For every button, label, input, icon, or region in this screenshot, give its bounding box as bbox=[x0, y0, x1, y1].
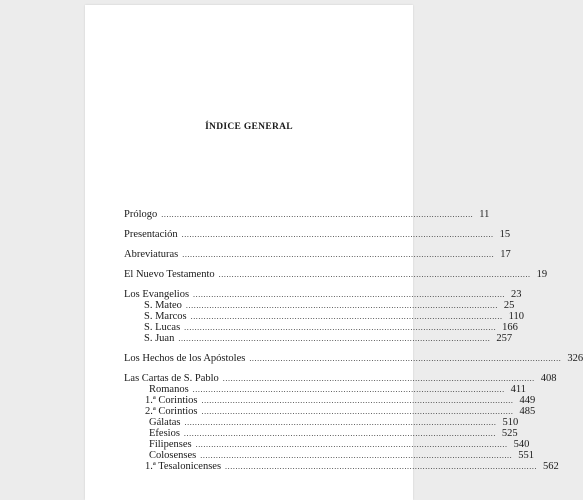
toc-entry-page: 411 bbox=[510, 384, 527, 395]
toc-entry-page: 15 bbox=[499, 229, 511, 240]
leader-dots: ........................................................................................................................ bbox=[249, 354, 562, 363]
toc-entry-label: Filipenses bbox=[149, 439, 192, 450]
leader-dots: ........................................................................................................................ bbox=[178, 334, 491, 343]
toc-entry-page: 25 bbox=[503, 300, 515, 311]
leader-dots: ........................................................................................................................ bbox=[192, 385, 505, 394]
leader-dots: ........................................................................................................................ bbox=[200, 451, 513, 460]
toc-entry-page: 23 bbox=[511, 289, 522, 300]
toc-entry-label: Prólogo bbox=[124, 209, 158, 220]
leader-dots: ........................................................................................................................ bbox=[225, 462, 538, 471]
toc-entry-label: 2.ª Corintios bbox=[145, 406, 198, 417]
toc-entry-evangelios bbox=[124, 289, 522, 300]
toc-entry-label: Abreviaturas bbox=[124, 249, 179, 260]
toc-entry-label: Las Cartas de S. Pablo bbox=[124, 373, 219, 384]
toc-entry-page: 257 bbox=[496, 333, 513, 344]
book-page bbox=[85, 5, 583, 500]
toc-subentry bbox=[124, 311, 524, 322]
toc-entry-label: S. Marcos bbox=[144, 311, 187, 322]
leader-dots: ........................................................................................................................ bbox=[190, 312, 503, 321]
toc-entry-nuevo-testamento bbox=[124, 269, 548, 280]
leader-dots: ........................................................................................................................ bbox=[161, 210, 474, 219]
toc-entry-label: Gálatas bbox=[149, 417, 181, 428]
toc-subentry bbox=[124, 461, 559, 472]
leader-dots: ........................................................................................................................ bbox=[182, 250, 495, 259]
toc-entry-label: Los Evangelios bbox=[124, 289, 190, 300]
toc-entry-page: 17 bbox=[500, 249, 511, 260]
toc-entry-abreviaturas bbox=[124, 249, 511, 260]
toc-subentry bbox=[124, 417, 519, 428]
toc-subentry bbox=[124, 384, 527, 395]
toc-entry-page: 525 bbox=[501, 428, 518, 439]
toc-subentry bbox=[124, 395, 536, 406]
toc-entry-cartas bbox=[124, 373, 557, 384]
leader-dots: ........................................................................................................................ bbox=[195, 440, 508, 449]
toc-subentry bbox=[124, 333, 513, 344]
leader-dots: ........................................................................................................................ bbox=[183, 429, 496, 438]
toc-subentry bbox=[124, 322, 518, 333]
leader-dots: ........................................................................................................................ bbox=[185, 301, 498, 310]
toc-entry-page: 408 bbox=[540, 373, 557, 384]
leader-dots: ........................................................................................................................ bbox=[218, 270, 531, 279]
toc-entry-label: 1.ª Tesalonicenses bbox=[145, 461, 222, 472]
toc-entry-label: Los Hechos de los Apóstoles bbox=[124, 353, 246, 364]
toc-subentry bbox=[124, 406, 536, 417]
toc-entry-page: 11 bbox=[479, 209, 490, 220]
leader-dots: ........................................................................................................................ bbox=[181, 230, 494, 239]
toc-entry-label: S. Mateo bbox=[144, 300, 182, 311]
toc-entry-label: S. Juan bbox=[144, 333, 175, 344]
toc-entry-label: Efesios bbox=[149, 428, 180, 439]
leader-dots: ........................................................................................................................ bbox=[193, 290, 506, 299]
toc-entry-prologo bbox=[124, 209, 490, 220]
toc-entry-page: 326 bbox=[567, 353, 583, 364]
toc-entry-page: 485 bbox=[519, 406, 536, 417]
toc-entry-hechos bbox=[124, 353, 583, 364]
toc-entry-page: 510 bbox=[502, 417, 519, 428]
leader-dots: ........................................................................................................................ bbox=[222, 374, 535, 383]
toc-subentry bbox=[124, 300, 515, 311]
toc-subentry bbox=[124, 439, 530, 450]
toc-entry-page: 166 bbox=[502, 322, 518, 333]
toc-group-evangelios bbox=[124, 289, 524, 344]
toc-entry-label: Colosenses bbox=[149, 450, 197, 461]
toc-entry-page: 19 bbox=[536, 269, 548, 280]
toc-subentry bbox=[124, 450, 534, 461]
toc-entry-label: 1.ª Corintios bbox=[145, 395, 198, 406]
table-of-contents bbox=[124, 209, 583, 472]
toc-entry-label: Romanos bbox=[149, 384, 189, 395]
toc-entry-page: 449 bbox=[519, 395, 536, 406]
toc-group-cartas bbox=[124, 373, 559, 472]
toc-entry-page: 551 bbox=[518, 450, 534, 461]
leader-dots: ........................................................................................................................ bbox=[201, 407, 514, 416]
toc-entry-page: 110 bbox=[508, 311, 524, 322]
leader-dots: ........................................................................................................................ bbox=[201, 396, 514, 405]
page-title: ÍNDICE GENERAL bbox=[205, 122, 293, 132]
toc-subentry bbox=[124, 428, 518, 439]
leader-dots: ........................................................................................................................ bbox=[184, 323, 497, 332]
toc-entry-label: El Nuevo Testamento bbox=[124, 269, 215, 280]
toc-entry-page: 562 bbox=[543, 461, 559, 472]
toc-entry-label: S. Lucas bbox=[144, 322, 181, 333]
toc-entry-page: 540 bbox=[513, 439, 530, 450]
toc-entry-label: Presentación bbox=[124, 229, 178, 240]
leader-dots: ........................................................................................................................ bbox=[184, 418, 497, 427]
toc-entry-presentacion bbox=[124, 229, 511, 240]
